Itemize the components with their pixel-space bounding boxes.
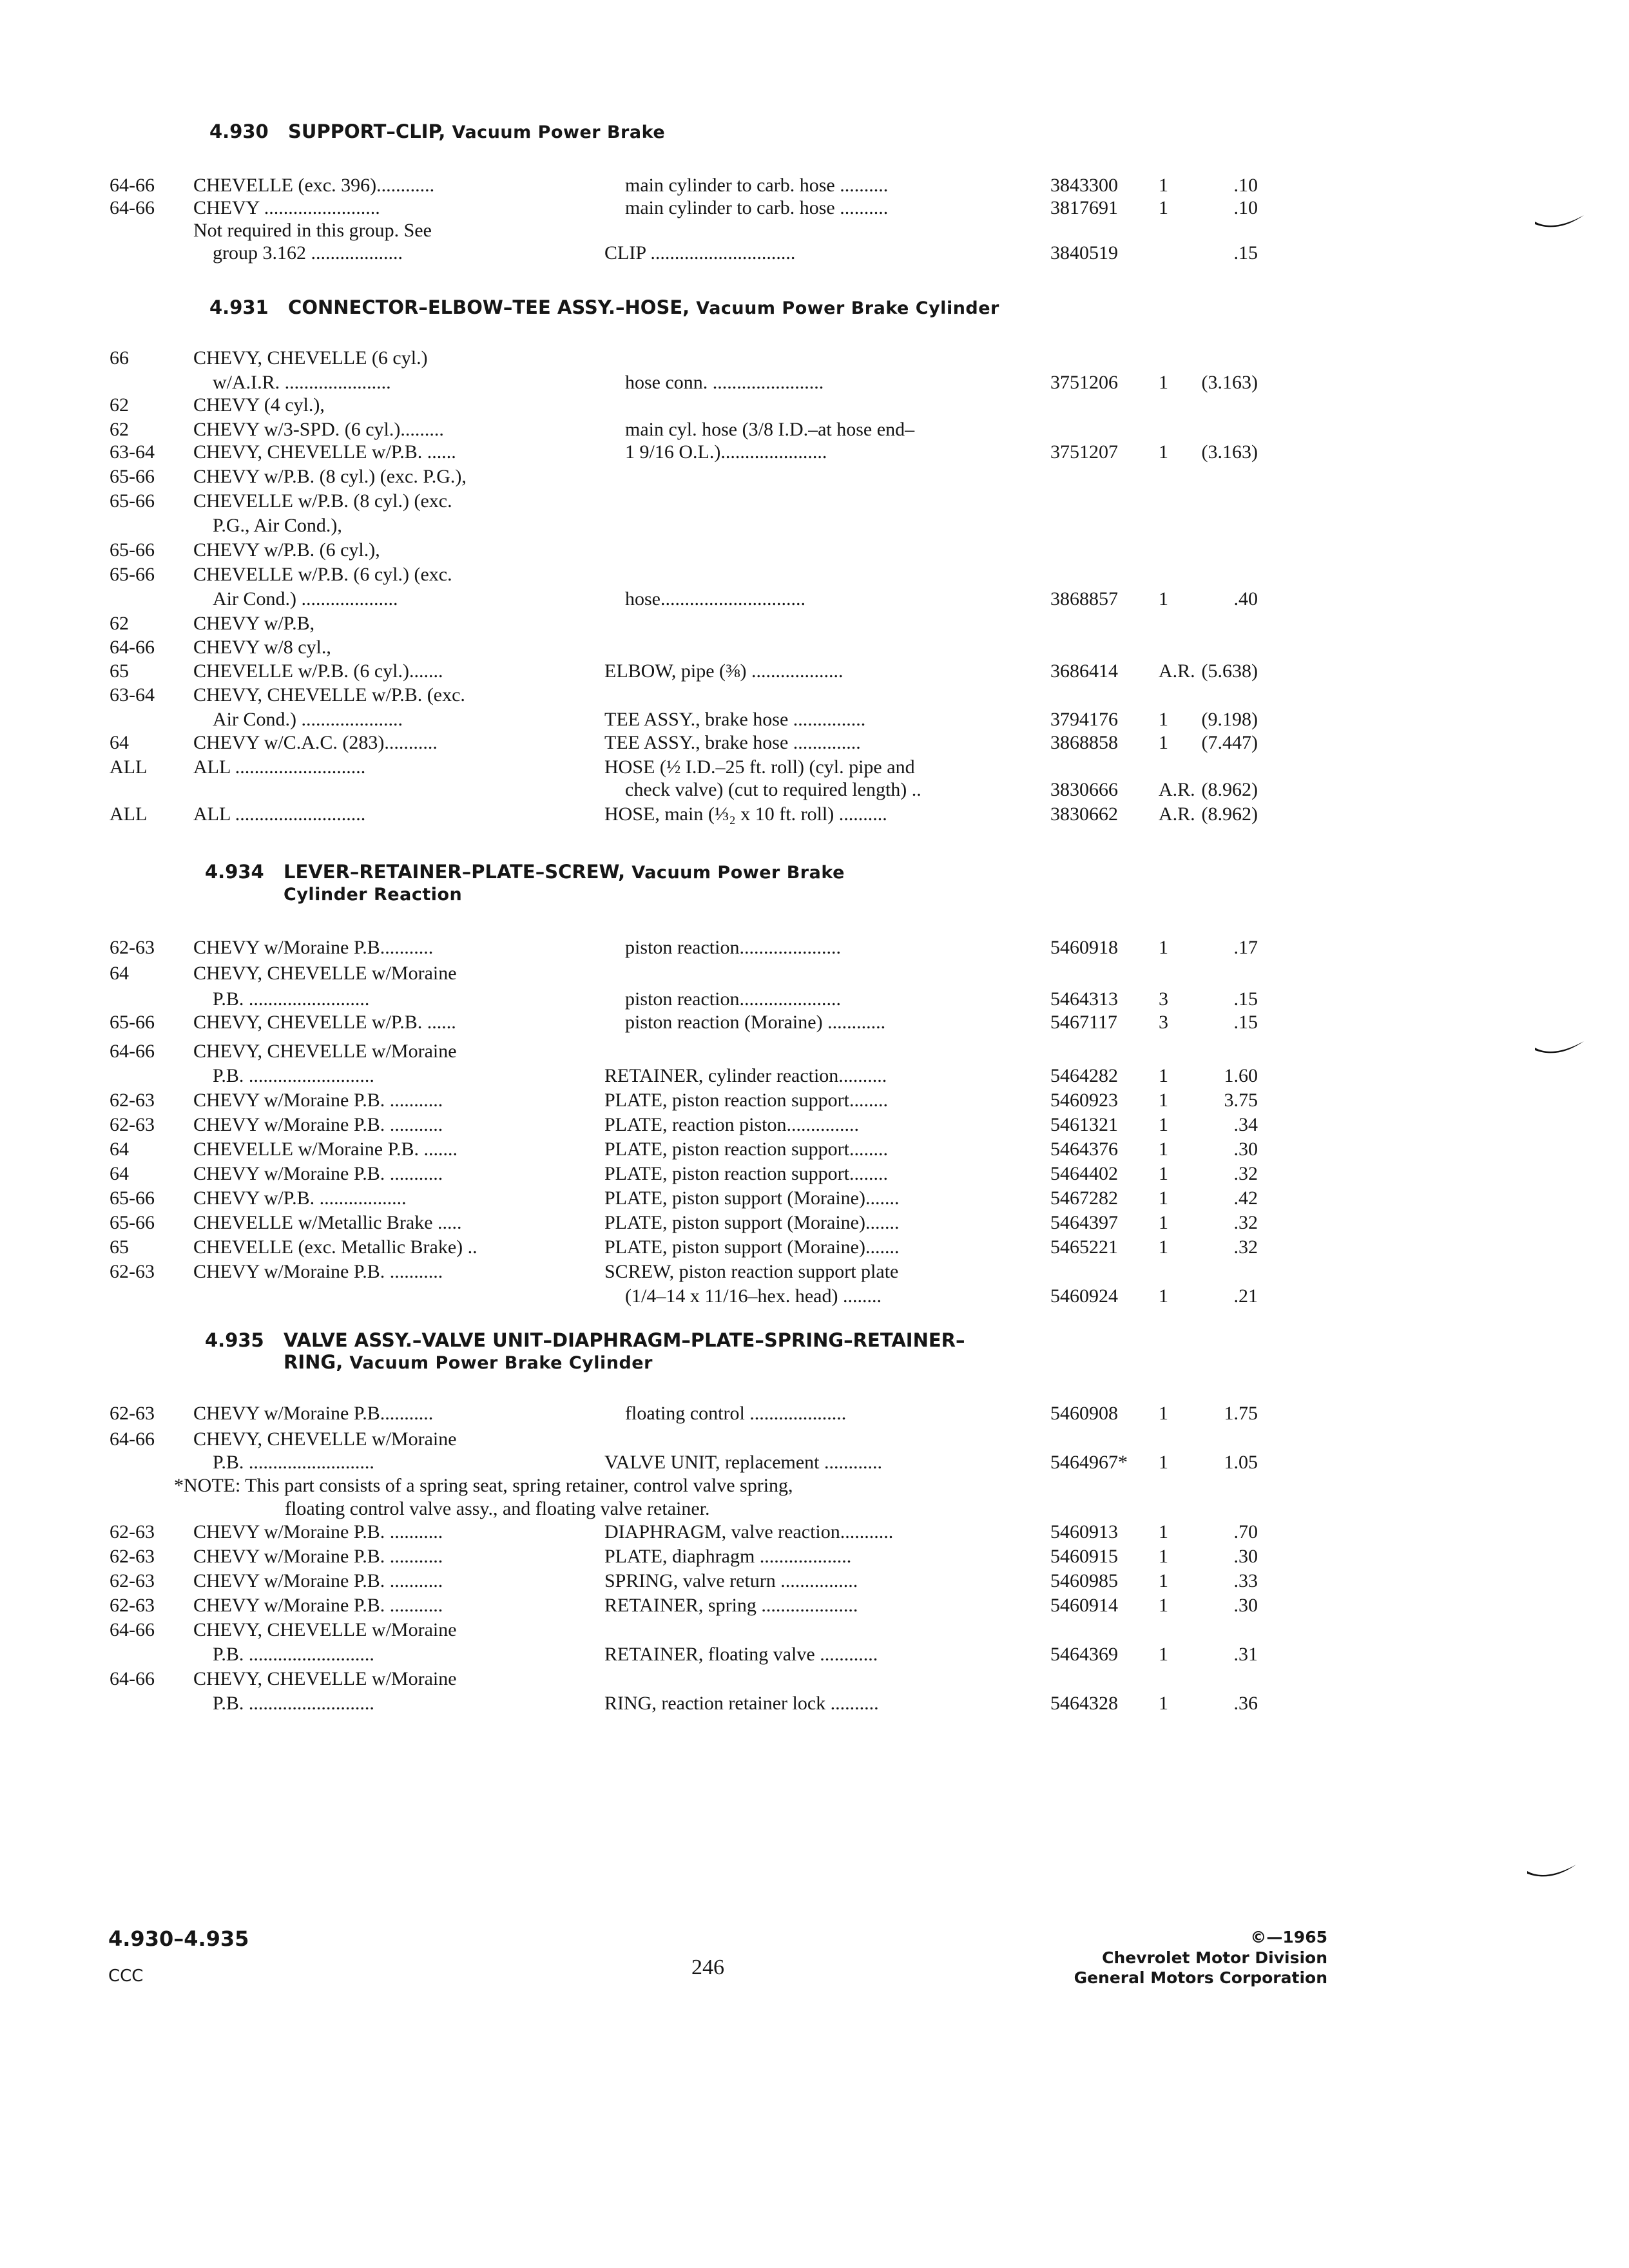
- row-years: 65-66: [110, 539, 155, 561]
- row-quantity: 3: [1159, 1012, 1168, 1033]
- row-model: CHEVY ........................: [193, 197, 380, 218]
- row-years: 62-63: [110, 1595, 155, 1616]
- row-model: CHEVY w/Moraine P.B...........: [193, 1403, 434, 1424]
- row-years: 64-66: [110, 1668, 155, 1689]
- row-model: CHEVY w/C.A.C. (283)...........: [193, 732, 438, 753]
- row-description: SPRING, valve return ................: [604, 1570, 858, 1591]
- row-years: 65-66: [110, 466, 155, 487]
- row-model: CHEVY w/3-SPD. (6 cyl.).........: [193, 419, 444, 440]
- row-part-number: 3817691: [1050, 197, 1118, 218]
- row-years: 65-66: [110, 564, 155, 585]
- row-years: 65: [110, 1236, 129, 1258]
- row-quantity: 1: [1159, 372, 1168, 393]
- row-price: 1.05: [1224, 1452, 1258, 1473]
- row-model: CHEVY, CHEVELLE (6 cyl.): [193, 347, 428, 369]
- row-quantity: 1: [1159, 1595, 1168, 1616]
- row-description: floating control ....................: [625, 1403, 847, 1424]
- section-title-2: RING,: [284, 1351, 343, 1373]
- row-part-number: 3751207: [1050, 441, 1118, 463]
- row-part-number: 5464313: [1050, 988, 1118, 1010]
- row-model: CHEVY, CHEVELLE w/Moraine: [193, 963, 457, 984]
- row-price: .32: [1233, 1163, 1258, 1184]
- row-price: .10: [1233, 197, 1258, 218]
- row-years: 62-63: [110, 1090, 155, 1111]
- row-years: 64-66: [110, 1041, 155, 1062]
- row-years: 62: [110, 613, 129, 634]
- row-model: CHEVY w/P.B,: [193, 613, 315, 634]
- row-price: .36: [1233, 1693, 1258, 1714]
- row-years: 66: [110, 347, 129, 369]
- footer-division: Chevrolet Motor Division: [1102, 1948, 1327, 1967]
- row-description: hose conn. .......................: [625, 372, 824, 393]
- row-model: CHEVELLE w/P.B. (8 cyl.) (exc.: [193, 490, 452, 512]
- row-model: CHEVY w/Moraine P.B. ...........: [193, 1261, 443, 1282]
- row-model: CHEVELLE w/Metallic Brake .....: [193, 1212, 462, 1233]
- row-price: (3.163): [1201, 441, 1258, 463]
- row-quantity: 1: [1159, 175, 1168, 196]
- row-model: CHEVY w/Moraine P.B. ...........: [193, 1546, 443, 1567]
- row-years: 65-66: [110, 490, 155, 512]
- page-number: 246: [691, 1956, 724, 1979]
- row-description: PLATE, piston support (Moraine).......: [604, 1236, 900, 1258]
- row-description: RING, reaction retainer lock ..........: [604, 1693, 879, 1714]
- row-part-number: 5464397: [1050, 1212, 1118, 1233]
- row-price: .21: [1233, 1285, 1258, 1307]
- row-quantity: A.R.: [1159, 660, 1195, 682]
- row-model: P.B. ..........................: [213, 1452, 374, 1473]
- row-quantity: 1: [1159, 1163, 1168, 1184]
- row-price: .15: [1233, 242, 1258, 264]
- footer-corporation: General Motors Corporation: [1074, 1968, 1327, 1987]
- row-description: hose..............................: [625, 588, 805, 610]
- row-quantity: 1: [1159, 1139, 1168, 1160]
- row-years: 62-63: [110, 937, 155, 958]
- row-description: PLATE, piston reaction support........: [604, 1139, 888, 1160]
- row-description: 1 9/16 O.L.)......................: [625, 441, 827, 463]
- row-part-number: 5464967*: [1050, 1452, 1128, 1473]
- section-heading-4934-cont: [284, 882, 462, 907]
- row-description: CLIP ..............................: [604, 242, 796, 264]
- row-part-number: 3868857: [1050, 588, 1118, 610]
- row-price: .32: [1233, 1212, 1258, 1233]
- section-subtitle: Vacuum Power Brake: [452, 122, 666, 142]
- row-part-number: 5465221: [1050, 1236, 1118, 1258]
- row-description: PLATE, piston reaction support........: [604, 1090, 888, 1111]
- row-description: HOSE, main (⅓₂ x 10 ft. roll) ..........: [604, 803, 887, 825]
- row-quantity: 1: [1159, 1065, 1168, 1086]
- row-price: .70: [1233, 1521, 1258, 1542]
- row-model: CHEVY w/P.B. (6 cyl.),: [193, 539, 380, 561]
- row-years: 64-66: [110, 1619, 155, 1640]
- row-years: 63-64: [110, 441, 155, 463]
- row-description: RETAINER, floating valve ............: [604, 1644, 878, 1665]
- row-price: (9.198): [1201, 709, 1258, 730]
- row-part-number: 5460918: [1050, 937, 1118, 958]
- row-part-number: 5460913: [1050, 1521, 1118, 1542]
- row-price: (3.163): [1201, 372, 1258, 393]
- row-model: P.B. ..........................: [213, 1065, 374, 1086]
- row-years: 64: [110, 1163, 129, 1184]
- row-model: CHEVY w/Moraine P.B. ...........: [193, 1595, 443, 1616]
- row-years: ALL: [110, 756, 148, 778]
- row-quantity: 1: [1159, 1236, 1168, 1258]
- row-model: ALL ...........................: [193, 756, 366, 778]
- row-model: CHEVELLE (exc. Metallic Brake) ..: [193, 1236, 477, 1258]
- row-description: RETAINER, cylinder reaction..........: [604, 1065, 887, 1086]
- row-quantity: 1: [1159, 1114, 1168, 1135]
- section-title: SUPPORT–CLIP,: [288, 120, 446, 142]
- row-description: ELBOW, pipe (⅜) ...................: [604, 660, 843, 682]
- row-model: CHEVY, CHEVELLE w/Moraine: [193, 1428, 457, 1450]
- row-years: 62-63: [110, 1546, 155, 1567]
- row-description: piston reaction.....................: [625, 988, 841, 1010]
- row-description: VALVE UNIT, replacement ............: [604, 1452, 883, 1473]
- row-price: .10: [1233, 175, 1258, 196]
- row-years: 62-63: [110, 1261, 155, 1282]
- row-description: PLATE, piston support (Moraine).......: [604, 1187, 900, 1209]
- row-part-number: 3843300: [1050, 175, 1118, 196]
- row-quantity: 3: [1159, 988, 1168, 1010]
- row-years: 63-64: [110, 684, 155, 706]
- row-model: CHEVELLE w/P.B. (6 cyl.) (exc.: [193, 564, 452, 585]
- row-model: CHEVY, CHEVELLE w/Moraine: [193, 1619, 457, 1640]
- section-heading-4934: [205, 860, 845, 885]
- row-description: main cylinder to carb. hose ..........: [625, 197, 889, 218]
- row-quantity: 1: [1159, 1570, 1168, 1591]
- row-quantity: 1: [1159, 709, 1168, 730]
- section-subtitle: Vacuum Power Brake: [631, 863, 845, 883]
- row-quantity: 1: [1159, 1644, 1168, 1665]
- row-description: DIAPHRAGM, valve reaction...........: [604, 1521, 894, 1542]
- row-description: PLATE, piston support (Moraine).......: [604, 1212, 900, 1233]
- row-part-number: 5460915: [1050, 1546, 1118, 1567]
- section-number: 4.935: [205, 1329, 264, 1351]
- row-price: (5.638): [1201, 660, 1258, 682]
- row-price: .33: [1233, 1570, 1258, 1591]
- section-subtitle-2: Cylinder Reaction: [284, 885, 463, 905]
- row-years: 64-66: [110, 1428, 155, 1450]
- row-part-number: 3751206: [1050, 372, 1118, 393]
- row-model: CHEVY w/Moraine P.B. ...........: [193, 1114, 443, 1135]
- row-model: P.B. .........................: [213, 988, 370, 1010]
- row-price: (7.447): [1201, 732, 1258, 753]
- row-price: .30: [1233, 1595, 1258, 1616]
- row-model: CHEVY, CHEVELLE w/P.B. ......: [193, 441, 456, 463]
- row-quantity: A.R.: [1159, 779, 1195, 800]
- row-model: CHEVY w/8 cyl.,: [193, 637, 331, 658]
- row-part-number: 5460985: [1050, 1570, 1118, 1591]
- row-description: RETAINER, spring ....................: [604, 1595, 858, 1616]
- section-number: 4.931: [209, 296, 269, 318]
- row-model: Air Cond.) ....................: [213, 588, 398, 610]
- row-quantity: 1: [1159, 197, 1168, 218]
- row-years: 62-63: [110, 1521, 155, 1542]
- row-description: SCREW, piston reaction support plate: [604, 1261, 899, 1282]
- row-part-number: 5460923: [1050, 1090, 1118, 1111]
- row-model: group 3.162 ...................: [213, 242, 403, 264]
- row-quantity: 1: [1159, 1693, 1168, 1714]
- row-years: 64: [110, 1139, 129, 1160]
- row-model: CHEVY w/Moraine P.B. ...........: [193, 1570, 443, 1591]
- section-title: CONNECTOR–ELBOW–TEE ASSY.–HOSE,: [288, 296, 690, 318]
- row-quantity: 1: [1159, 1285, 1168, 1307]
- row-model: CHEVY, CHEVELLE w/P.B. (exc.: [193, 684, 465, 706]
- row-part-number: 5460914: [1050, 1595, 1118, 1616]
- section-subtitle: Vacuum Power Brake Cylinder: [696, 298, 999, 318]
- row-years: 65-66: [110, 1012, 155, 1033]
- row-part-number: 5464328: [1050, 1693, 1118, 1714]
- row-model: Not required in this group. See: [193, 220, 432, 241]
- row-description: check valve) (cut to required length) ..: [625, 779, 921, 800]
- row-description: TEE ASSY., brake hose ..............: [604, 732, 861, 753]
- row-part-number: 5467282: [1050, 1187, 1118, 1209]
- row-quantity: 1: [1159, 1212, 1168, 1233]
- row-part-number: 5461321: [1050, 1114, 1118, 1135]
- row-description: HOSE (½ I.D.–25 ft. roll) (cyl. pipe and: [604, 756, 915, 778]
- row-model: CHEVY w/P.B. (8 cyl.) (exc. P.G.),: [193, 466, 467, 487]
- row-price: .30: [1233, 1139, 1258, 1160]
- footer-copyright: ©—1965: [1250, 1928, 1327, 1946]
- row-part-number: 3686414: [1050, 660, 1118, 682]
- row-years: 62-63: [110, 1114, 155, 1135]
- footnote-line: *NOTE: This part consists of a spring seat, spring retainer, control valve spring,: [174, 1475, 793, 1496]
- row-model: CHEVELLE w/P.B. (6 cyl.).......: [193, 660, 443, 682]
- section-number: 4.934: [205, 861, 264, 883]
- row-quantity: 1: [1159, 1090, 1168, 1111]
- row-description: main cyl. hose (3/8 I.D.–at hose end–: [625, 419, 915, 440]
- row-part-number: 3840519: [1050, 242, 1118, 264]
- row-quantity: 1: [1159, 1403, 1168, 1424]
- row-model: Air Cond.) .....................: [213, 709, 403, 730]
- row-part-number: 5464376: [1050, 1139, 1118, 1160]
- row-price: (8.962): [1201, 803, 1258, 825]
- row-part-number: 3794176: [1050, 709, 1118, 730]
- row-years: 62-63: [110, 1403, 155, 1424]
- footer-range: 4.930–4.935: [108, 1927, 249, 1951]
- row-years: 64: [110, 732, 129, 753]
- row-quantity: 1: [1159, 937, 1168, 958]
- section-heading-4935: [205, 1329, 965, 1352]
- row-price: .17: [1233, 937, 1258, 958]
- section-title: LEVER–RETAINER–PLATE–SCREW,: [284, 861, 626, 883]
- row-description: PLATE, diaphragm ...................: [604, 1546, 852, 1567]
- row-model: P.G., Air Cond.),: [213, 515, 342, 536]
- section-title: VALVE ASSY.–VALVE UNIT–DIAPHRAGM–PLATE–SPRING–RETAINER–: [284, 1329, 965, 1351]
- row-years: 65-66: [110, 1212, 155, 1233]
- row-model: CHEVY, CHEVELLE w/Moraine: [193, 1668, 457, 1689]
- row-part-number: 5460908: [1050, 1403, 1118, 1424]
- row-description: PLATE, piston reaction support........: [604, 1163, 888, 1184]
- row-model: P.B. ..........................: [213, 1644, 374, 1665]
- section-subtitle: Vacuum Power Brake Cylinder: [349, 1353, 653, 1373]
- row-description: piston reaction.....................: [625, 937, 841, 958]
- row-quantity: 1: [1159, 588, 1168, 610]
- row-model: CHEVY w/Moraine P.B. ...........: [193, 1163, 443, 1184]
- row-years: 65-66: [110, 1187, 155, 1209]
- row-model: CHEVY w/Moraine P.B. ...........: [193, 1521, 443, 1542]
- row-years: 65: [110, 660, 129, 682]
- row-model: ALL ...........................: [193, 803, 366, 825]
- row-years: 64-66: [110, 197, 155, 218]
- row-part-number: 3868858: [1050, 732, 1118, 753]
- section-heading-4931: [209, 296, 999, 320]
- row-price: .40: [1233, 588, 1258, 610]
- row-model: CHEVY w/Moraine P.B. ...........: [193, 1090, 443, 1111]
- section-heading-4935-cont: [284, 1350, 653, 1375]
- row-part-number: 5464369: [1050, 1644, 1118, 1665]
- row-quantity: 1: [1159, 732, 1168, 753]
- row-part-number: 5464402: [1050, 1163, 1118, 1184]
- row-part-number: 5464282: [1050, 1065, 1118, 1086]
- footnote-line: floating control valve assy., and floating valve retainer.: [285, 1498, 710, 1519]
- row-model: CHEVY, CHEVELLE w/P.B. ......: [193, 1012, 456, 1033]
- row-years: 64-66: [110, 175, 155, 196]
- margin-mark-icon: [1534, 1039, 1585, 1058]
- row-years: 62: [110, 419, 129, 440]
- row-price: .34: [1233, 1114, 1258, 1135]
- row-part-number: 3830662: [1050, 803, 1118, 825]
- row-price: .31: [1233, 1644, 1258, 1665]
- row-quantity: 1: [1159, 1187, 1168, 1209]
- row-description: PLATE, reaction piston...............: [604, 1114, 859, 1135]
- row-quantity: 1: [1159, 1521, 1168, 1542]
- row-part-number: 5467117: [1050, 1012, 1117, 1033]
- row-price: 3.75: [1224, 1090, 1258, 1111]
- row-description: main cylinder to carb. hose ..........: [625, 175, 889, 196]
- row-model: CHEVY w/P.B. ..................: [193, 1187, 407, 1209]
- footer-code: CCC: [108, 1966, 144, 1986]
- row-years: ALL: [110, 803, 148, 825]
- row-description: TEE ASSY., brake hose ...............: [604, 709, 866, 730]
- margin-mark-icon: [1534, 213, 1585, 232]
- row-price: .15: [1233, 1012, 1258, 1033]
- row-price: 1.60: [1224, 1065, 1258, 1086]
- row-years: 62-63: [110, 1570, 155, 1591]
- margin-mark-icon: [1526, 1862, 1577, 1881]
- row-part-number: 3830666: [1050, 779, 1118, 800]
- row-price: 1.75: [1224, 1403, 1258, 1424]
- row-model: CHEVELLE (exc. 396)............: [193, 175, 435, 196]
- row-quantity: 1: [1159, 1452, 1168, 1473]
- row-years: 64: [110, 963, 129, 984]
- row-model: w/A.I.R. ......................: [213, 372, 391, 393]
- row-quantity: 1: [1159, 441, 1168, 463]
- row-model: CHEVY, CHEVELLE w/Moraine: [193, 1041, 457, 1062]
- row-part-number: 5460924: [1050, 1285, 1118, 1307]
- row-description: (1/4–14 x 11/16–hex. head) ........: [625, 1285, 882, 1307]
- section-heading-4930: [209, 120, 665, 144]
- row-model: CHEVY (4 cyl.),: [193, 394, 325, 416]
- row-years: 64-66: [110, 637, 155, 658]
- row-model: P.B. ..........................: [213, 1693, 374, 1714]
- row-price: .32: [1233, 1236, 1258, 1258]
- section-number: 4.930: [209, 120, 269, 142]
- row-price: .30: [1233, 1546, 1258, 1567]
- row-model: CHEVELLE w/Moraine P.B. .......: [193, 1139, 458, 1160]
- row-description: piston reaction (Moraine) ............: [625, 1012, 886, 1033]
- row-price: .15: [1233, 988, 1258, 1010]
- row-model: CHEVY w/Moraine P.B...........: [193, 937, 434, 958]
- row-quantity: A.R.: [1159, 803, 1195, 825]
- row-quantity: 1: [1159, 1546, 1168, 1567]
- row-price: (8.962): [1201, 779, 1258, 800]
- row-years: 62: [110, 394, 129, 416]
- row-price: .42: [1233, 1187, 1258, 1209]
